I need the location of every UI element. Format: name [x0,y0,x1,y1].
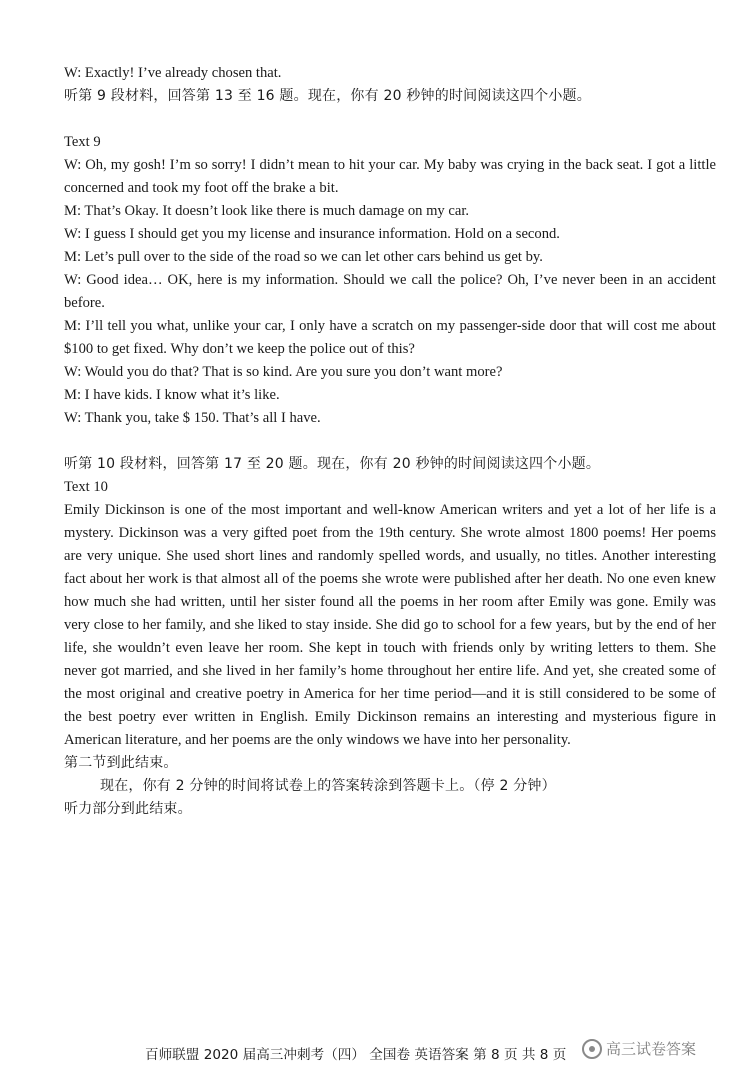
watermark [578,1036,700,1061]
passage-paragraph: Emily Dickinson is one of the most important and well-know American writers and yet a lot of her life is a mystery. Dickinson was a very gifted poet from the 19th century. She wrote almost 1800 poems! Her poems are very unique. She used short lines and randomly spelled words, and usually, no titles. Another interesting fact about her work is that almost all of the poems she wrote were published after her death. No one even knew how much she had written, until her sister found all the poems in her room after Emily was gone. Emily was very close to her family, and she liked to stay inside. She did go to school for a few years, but by the end of her life, she wouldn’t even leave her room. She kept in touch with friends only by writing letters to them. She never got married, and she lived in her family’s home throughout her entire life. And yet, she created some of the most original and creative poetry in America for her time period—and it is still considered to be some of the best poetry ever written in English. Emily Dickinson remains an interesting and mysterious figure in American literature, and her poems are the only windows we have into her personality. [64,502,716,748]
text-10-heading: Text 10 [64,479,108,495]
dialogue-line: W: Oh, my gosh! I’m so sorry! I didn’t mean to hit your car. My baby was crying in the back seat. I got a little concerned and took my foot off the brake a bit. [64,157,716,196]
dialogue-line: W: Would you do that? That is so kind. Are you sure you don’t want more? [64,364,503,380]
dialogue-line: M: I have kids. I know what it’s like. [64,387,280,403]
instruction-text-10: 听第 10 段材料，回答第 17 至 20 题。现在，你有 20 秒钟的时间阅读这四个小题。 [64,456,601,472]
section-end-text: 第二节到此结束。 [64,755,178,771]
dialogue-line: W: Good idea… OK, here is my information. Should we call the police? Oh, I’ve never been in an accident before. [64,272,716,311]
dialogue-line: W: Thank you, take $ 150. That’s all I have. [64,410,321,426]
instruction-text-9: 听第 9 段材料，回答第 13 至 16 题。现在，你有 20 秒钟的时间阅读这四个小题。 [64,88,591,104]
dialogue-line: M: That’s Okay. It doesn’t look like there is much damage on my car. [64,203,470,219]
page-footer: 百师联盟 2020 届高三冲刺考（四） 全国卷 英语答案 第 8 页 共 8 页 [145,1047,567,1063]
dialogue-line: M: Let’s pull over to the side of the road so we can let other cars behind us get by. [64,249,543,265]
dialogue-line: W: Exactly! I’ve already chosen that. [64,65,282,81]
text-9-heading: Text 9 [64,134,101,150]
watermark-text: 高三试卷答案 [606,1040,697,1058]
document-page [64,62,716,821]
transfer-instruction: 现在，你有 2 分钟的时间将试卷上的答案转涂到答题卡上。（停 2 分钟） [100,778,556,794]
dialogue-line: W: I guess I should get you my license and insurance information. Hold on a second. [64,226,560,242]
dialogue-line: M: I’ll tell you what, unlike your car, I only have a scratch on my passenger-side door that will cost me about $100 to get fixed. Why don’t we keep the police out of this? [64,318,716,357]
spacer [64,430,716,453]
spacer [64,108,716,131]
wechat-icon [582,1039,602,1059]
listening-end-text: 听力部分到此结束。 [64,801,192,817]
